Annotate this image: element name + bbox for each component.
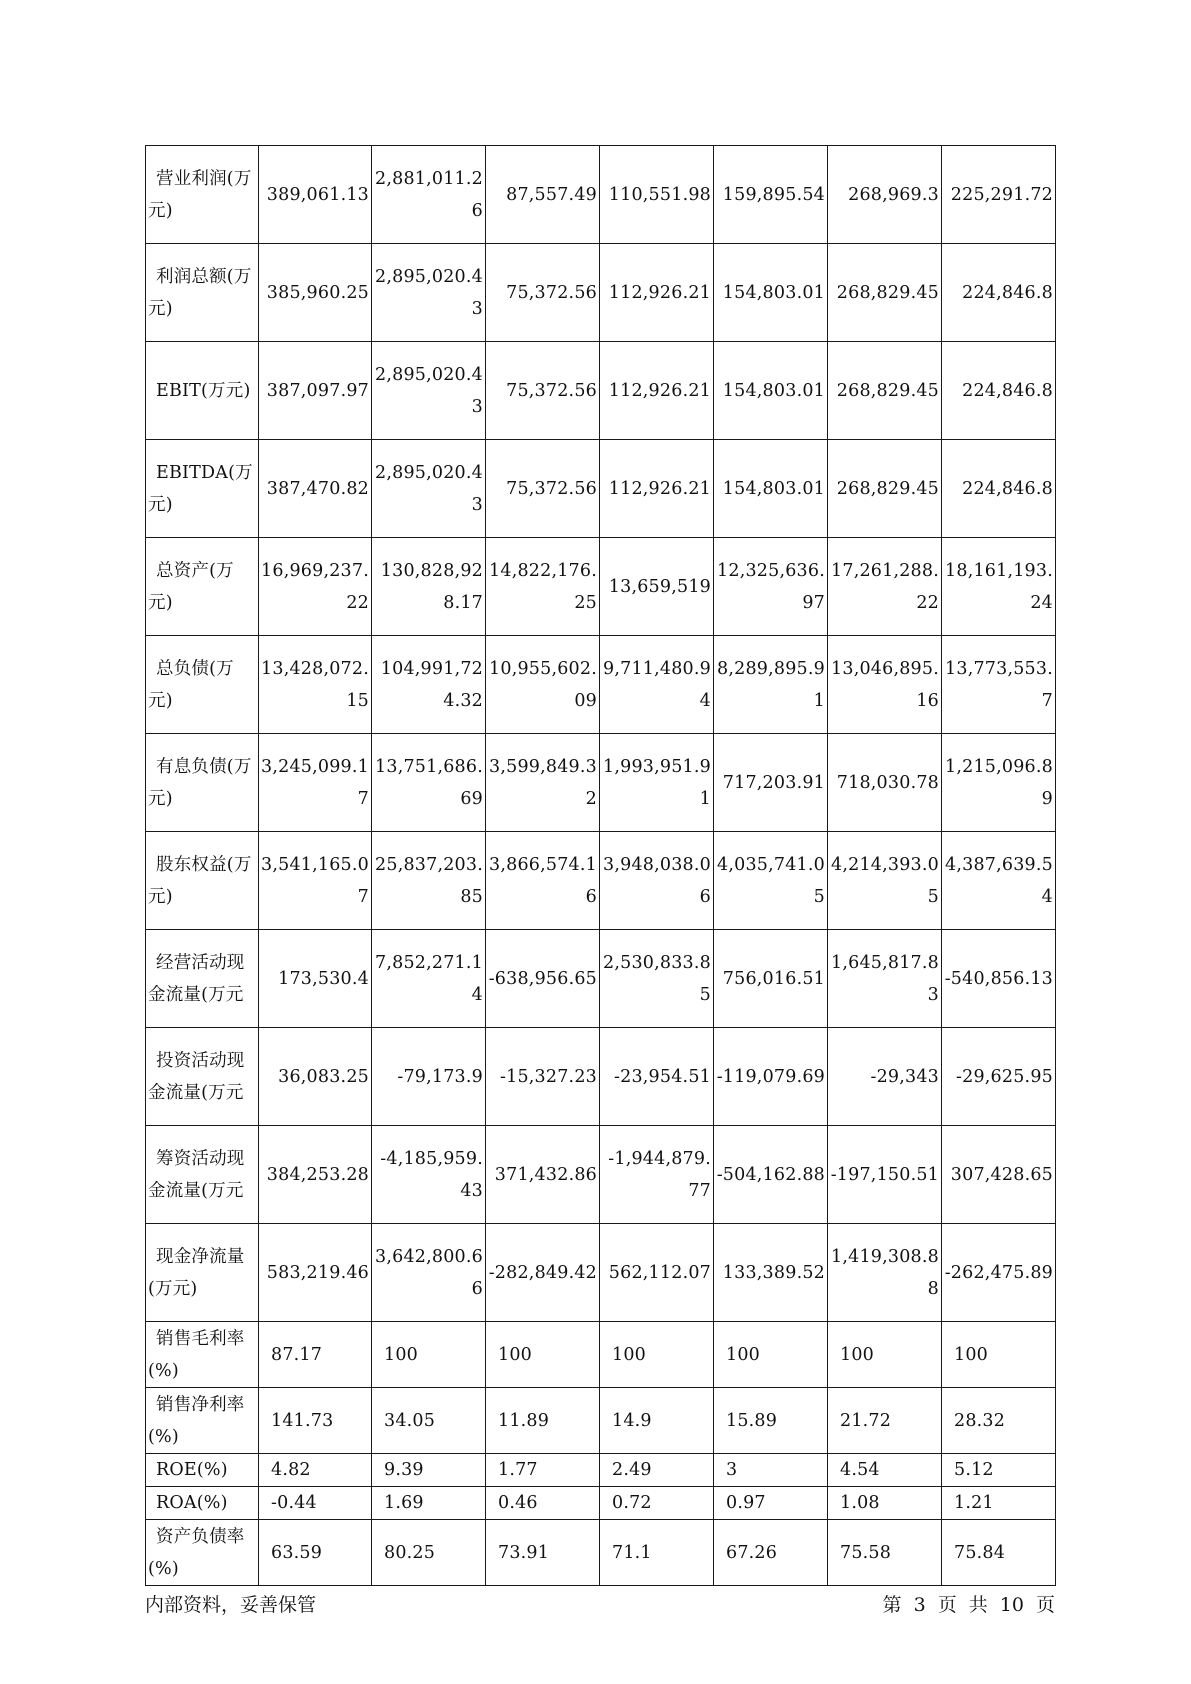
table-cell: 1.21 — [942, 1487, 1056, 1520]
table-cell: 1,419,308.88 — [828, 1224, 942, 1322]
table-cell: 387,470.82 — [259, 440, 372, 538]
table-cell: 5.12 — [942, 1454, 1056, 1487]
table-cell: 112,926.21 — [600, 440, 714, 538]
table-cell: 14.9 — [600, 1388, 714, 1454]
table-body — [146, 146, 1056, 1586]
table-cell: 100 — [942, 1322, 1056, 1388]
table-cell: 16,969,237.22 — [259, 538, 372, 636]
table-cell: 13,751,686.69 — [372, 734, 486, 832]
row-label: 投资活动现金流量(万元 — [146, 1028, 259, 1126]
table-cell: 100 — [372, 1322, 486, 1388]
table-row — [146, 734, 1056, 832]
table-cell: 268,829.45 — [828, 342, 942, 440]
table-cell: 75.58 — [828, 1520, 942, 1586]
table-row — [146, 1224, 1056, 1322]
table-cell: 1,215,096.89 — [942, 734, 1056, 832]
table-cell: 21.72 — [828, 1388, 942, 1454]
table-cell: 154,803.01 — [714, 440, 828, 538]
table-cell: 80.25 — [372, 1520, 486, 1586]
table-cell: 154,803.01 — [714, 244, 828, 342]
table-cell: 4,387,639.54 — [942, 832, 1056, 930]
table-cell: 173,530.4 — [259, 930, 372, 1028]
table-cell: 3 — [714, 1454, 828, 1487]
table-cell: 9.39 — [372, 1454, 486, 1487]
table-row — [146, 538, 1056, 636]
table-cell: 3,541,165.07 — [259, 832, 372, 930]
table-cell: -79,173.9 — [372, 1028, 486, 1126]
row-label: 总负债(万元) — [146, 636, 259, 734]
table-cell: 268,829.45 — [828, 440, 942, 538]
table-cell: 307,428.65 — [942, 1126, 1056, 1224]
table-cell: 1,993,951.91 — [600, 734, 714, 832]
row-label: 销售毛利率(%) — [146, 1322, 259, 1388]
table-cell: 4,214,393.05 — [828, 832, 942, 930]
table-cell: 112,926.21 — [600, 244, 714, 342]
table-cell: 2.49 — [600, 1454, 714, 1487]
table-row — [146, 930, 1056, 1028]
table-cell: -119,079.69 — [714, 1028, 828, 1126]
row-label: 销售净利率(%) — [146, 1388, 259, 1454]
table-row — [146, 1487, 1056, 1520]
financial-table — [145, 145, 1056, 1586]
table-row — [146, 146, 1056, 244]
table-cell: 28.32 — [942, 1388, 1056, 1454]
table-cell: 73.91 — [486, 1520, 600, 1586]
row-label: 利润总额(万元) — [146, 244, 259, 342]
table-cell: 10,955,602.09 — [486, 636, 600, 734]
table-cell: 224,846.8 — [942, 244, 1056, 342]
table-cell: 75,372.56 — [486, 440, 600, 538]
row-label: EBIT(万元) — [146, 342, 259, 440]
row-label: ROE(%) — [146, 1454, 259, 1487]
table-cell: -29,343 — [828, 1028, 942, 1126]
table-cell: 36,083.25 — [259, 1028, 372, 1126]
table-cell: 1.77 — [486, 1454, 600, 1487]
table-cell: 159,895.54 — [714, 146, 828, 244]
table-cell: 2,895,020.43 — [372, 440, 486, 538]
table-cell: 268,829.45 — [828, 244, 942, 342]
table-cell: 3,599,849.32 — [486, 734, 600, 832]
table-row — [146, 244, 1056, 342]
table-cell: 756,016.51 — [714, 930, 828, 1028]
table-cell: 87.17 — [259, 1322, 372, 1388]
table-cell: 18,161,193.24 — [942, 538, 1056, 636]
row-label: ROA(%) — [146, 1487, 259, 1520]
table-cell: 67.26 — [714, 1520, 828, 1586]
table-row — [146, 1388, 1056, 1454]
row-label: 营业利润(万元) — [146, 146, 259, 244]
table-cell: 13,659,519 — [600, 538, 714, 636]
table-cell: 104,991,724.32 — [372, 636, 486, 734]
table-cell: 100 — [600, 1322, 714, 1388]
table-row — [146, 1322, 1056, 1388]
table-cell: 4,035,741.05 — [714, 832, 828, 930]
table-cell: -4,185,959.43 — [372, 1126, 486, 1224]
table-cell: 1.08 — [828, 1487, 942, 1520]
row-label: EBITDA(万元) — [146, 440, 259, 538]
table-row — [146, 342, 1056, 440]
table-row — [146, 440, 1056, 538]
table-cell: 14,822,176.25 — [486, 538, 600, 636]
table-cell: 13,773,553.7 — [942, 636, 1056, 734]
table-cell: 224,846.8 — [942, 440, 1056, 538]
table-cell: 2,895,020.43 — [372, 342, 486, 440]
table-row — [146, 1454, 1056, 1487]
table-cell: 0.97 — [714, 1487, 828, 1520]
table-cell: 0.46 — [486, 1487, 600, 1520]
row-label: 现金净流量(万元) — [146, 1224, 259, 1322]
table-cell: -504,162.88 — [714, 1126, 828, 1224]
table-cell: -197,150.51 — [828, 1126, 942, 1224]
table-cell: 717,203.91 — [714, 734, 828, 832]
table-cell: 2,895,020.43 — [372, 244, 486, 342]
table-cell: -29,625.95 — [942, 1028, 1056, 1126]
table-cell: 13,046,895.16 — [828, 636, 942, 734]
table-cell: 154,803.01 — [714, 342, 828, 440]
table-row — [146, 832, 1056, 930]
table-cell: 2,530,833.85 — [600, 930, 714, 1028]
table-cell: 718,030.78 — [828, 734, 942, 832]
table-cell: 63.59 — [259, 1520, 372, 1586]
table-cell: 268,969.3 — [828, 146, 942, 244]
confidential-note: 内部资料，妥善保管 — [145, 1594, 317, 1616]
table-cell: 110,551.98 — [600, 146, 714, 244]
table-cell: 384,253.28 — [259, 1126, 372, 1224]
table-cell: 225,291.72 — [942, 146, 1056, 244]
table-cell: 3,948,038.06 — [600, 832, 714, 930]
table-cell: 25,837,203.85 — [372, 832, 486, 930]
table-cell: 371,432.86 — [486, 1126, 600, 1224]
table-cell: 17,261,288.22 — [828, 538, 942, 636]
table-cell: 583,219.46 — [259, 1224, 372, 1322]
table-cell: 9,711,480.94 — [600, 636, 714, 734]
table-cell: -23,954.51 — [600, 1028, 714, 1126]
table-cell: 0.72 — [600, 1487, 714, 1520]
table-cell: 387,097.97 — [259, 342, 372, 440]
table-row — [146, 636, 1056, 734]
table-cell: 2,881,011.26 — [372, 146, 486, 244]
row-label: 总资产(万元) — [146, 538, 259, 636]
table-cell: 75.84 — [942, 1520, 1056, 1586]
table-cell: 100 — [714, 1322, 828, 1388]
row-label: 资产负债率(%) — [146, 1520, 259, 1586]
table-cell: 385,960.25 — [259, 244, 372, 342]
table-cell: -0.44 — [259, 1487, 372, 1520]
table-cell: 15.89 — [714, 1388, 828, 1454]
row-label: 有息负债(万元) — [146, 734, 259, 832]
table-cell: 100 — [828, 1322, 942, 1388]
table-cell: -1,944,879.77 — [600, 1126, 714, 1224]
row-label: 股东权益(万元) — [146, 832, 259, 930]
table-cell: 130,828,928.17 — [372, 538, 486, 636]
table-cell: 3,866,574.16 — [486, 832, 600, 930]
table-cell: 133,389.52 — [714, 1224, 828, 1322]
table-cell: -540,856.13 — [942, 930, 1056, 1028]
table-cell: 34.05 — [372, 1388, 486, 1454]
table-cell: 141.73 — [259, 1388, 372, 1454]
table-cell: 8,289,895.91 — [714, 636, 828, 734]
table-cell: 3,245,099.17 — [259, 734, 372, 832]
table-row — [146, 1028, 1056, 1126]
table-cell: 4.54 — [828, 1454, 942, 1487]
table-cell: -282,849.42 — [486, 1224, 600, 1322]
table-cell: 13,428,072.15 — [259, 636, 372, 734]
table-cell: 1.69 — [372, 1487, 486, 1520]
table-cell: -638,956.65 — [486, 930, 600, 1028]
table-cell: -15,327.23 — [486, 1028, 600, 1126]
table-row — [146, 1520, 1056, 1586]
table-row — [146, 1126, 1056, 1224]
table-cell: -262,475.89 — [942, 1224, 1056, 1322]
table-cell: 3,642,800.66 — [372, 1224, 486, 1322]
table-cell: 224,846.8 — [942, 342, 1056, 440]
table-cell: 4.82 — [259, 1454, 372, 1487]
table-cell: 75,372.56 — [486, 244, 600, 342]
table-cell: 389,061.13 — [259, 146, 372, 244]
table-cell: 1,645,817.83 — [828, 930, 942, 1028]
table-cell: 75,372.56 — [486, 342, 600, 440]
table-cell: 112,926.21 — [600, 342, 714, 440]
table-cell: 12,325,636.97 — [714, 538, 828, 636]
page-number: 第 3 页 共 10 页 — [882, 1594, 1055, 1616]
table-cell: 100 — [486, 1322, 600, 1388]
table-cell: 562,112.07 — [600, 1224, 714, 1322]
table-cell: 71.1 — [600, 1520, 714, 1586]
row-label: 经营活动现金流量(万元 — [146, 930, 259, 1028]
table-cell: 11.89 — [486, 1388, 600, 1454]
table-cell: 7,852,271.14 — [372, 930, 486, 1028]
table-cell: 87,557.49 — [486, 146, 600, 244]
row-label: 筹资活动现金流量(万元 — [146, 1126, 259, 1224]
